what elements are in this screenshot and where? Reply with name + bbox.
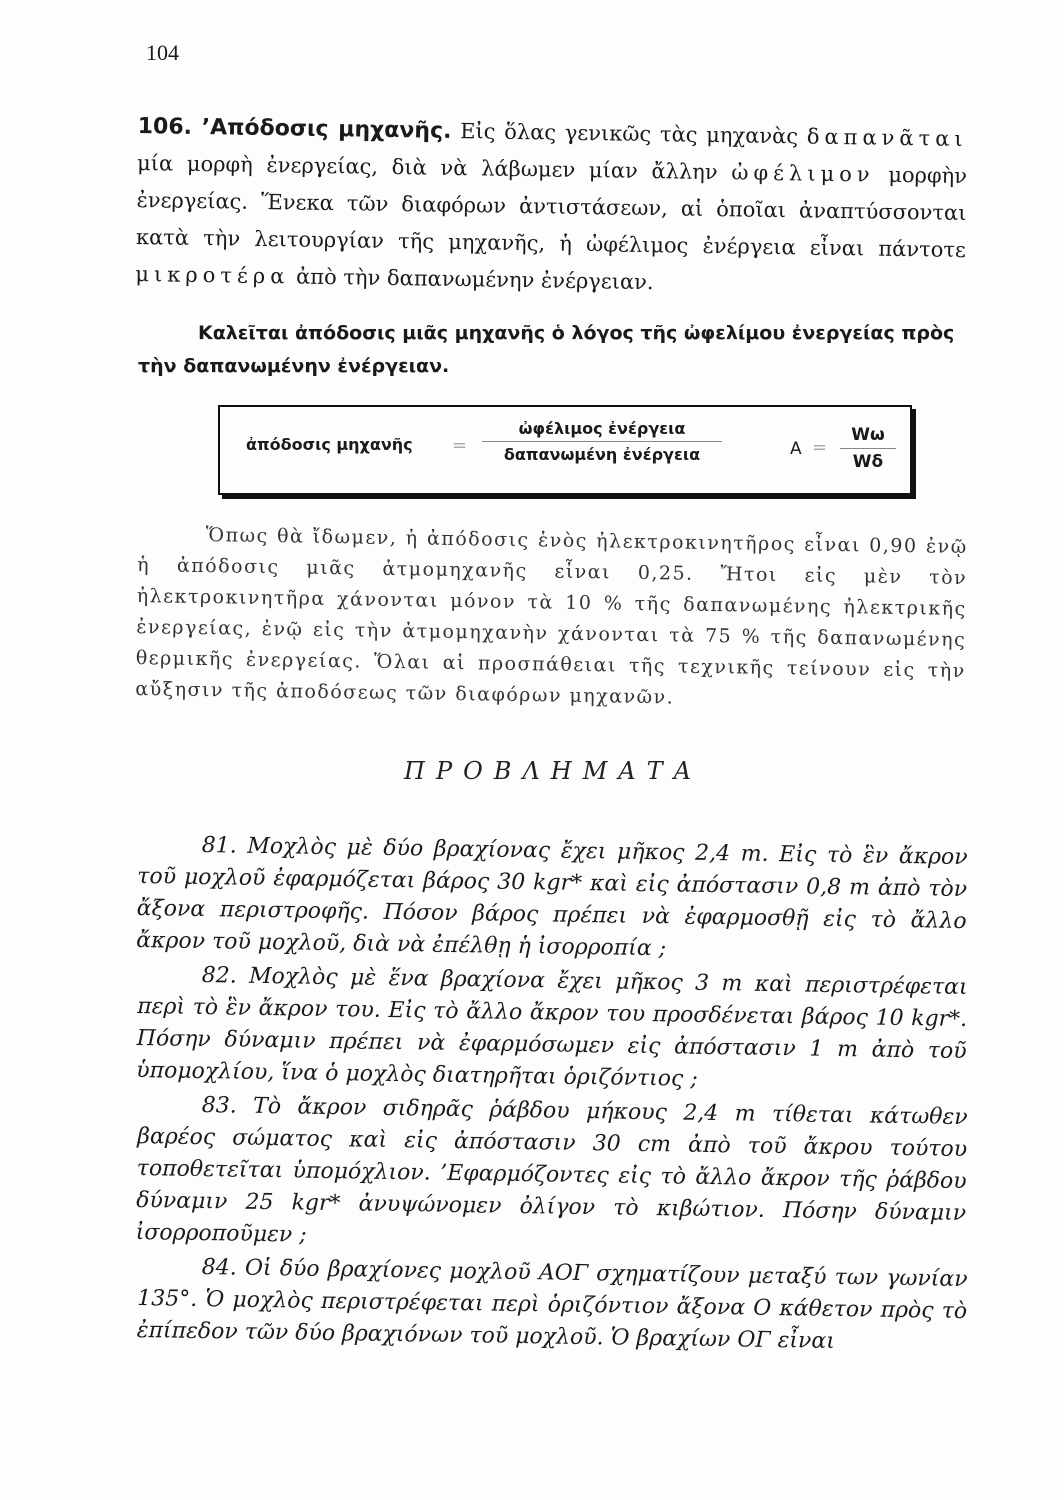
- emphasis-dapanatai: δαπανᾶται: [806, 124, 968, 152]
- problem-82: 82. Μοχλὸς μὲ ἕνα βραχίονα ἔχει μῆκος 3 m καὶ περιστρέφεται περὶ τὸ ἓν ἄκρον του. Εἰς τὸ ἄλλο ἄκρον του προσδένεται βάρος 10 kgr*. Πόσην δύναμιν πρέπει νὰ ἐφαρμόσωμεν εἰς ἀπόστασιν 1 m ἀπὸ τοῦ ὑπομοχλίου, ἵνα ὁ μοχλὸς διατηρῆται ὁριζόντιος ;: [136, 963, 968, 1092]
- efficiency-examples-paragraph: Ὅπως θὰ ἴδωμεν, ἡ ἀπόδοσις ἑνὸς ἠλεκτροκινητῆρος εἶναι 0,90 ἐνῷ ἡ ἀπόδοσις μιᾶς ἀτμομηχανῆς εἶναι 0,25. Ἤτοι εἰς μὲν τὸν ἠλεκτροκινητῆρα χάνονται μόνον τὰ 10 % τῆς δαπανωμένης ἠλεκτρικῆς ἐνεργείας, ἐνῷ εἰς τὴν ἀτμομηχανὴν χάνονται τὰ 75 % τῆς δαπανωμένης θερμικῆς ἐνεργείας. Ὅλαι αἱ προσπάθειαι τῆς τεχνικῆς τείνουν εἰς τὴν αὔξησιν τῆς ἀποδόσεως τῶν διαφόρων μηχανῶν.: [135, 524, 968, 709]
- formula-equals-1: =: [452, 435, 468, 456]
- formula-numerator: ὠφέλιμος ἐνέργεια: [518, 419, 686, 438]
- intro-text-g: ἀπὸ τὴν δαπανωμένην ἐνέργειαν.: [295, 264, 654, 295]
- page-number: 104: [146, 40, 179, 65]
- formula-word-fraction: [482, 419, 722, 464]
- intro-text-e: μορφὴν ἐνεργείας. Ἕνεκα τῶν διαφόρων ἀντιστάσεων, αἱ ὁποῖαι ἀναπτύσσονται κατὰ τὴν λειτουργίαν τῆς μηχανῆς, ἡ ὠφέλιμος ἐνέργεια εἶναι πάντοτε: [135, 162, 968, 263]
- formula-symbol-fraction: [840, 425, 896, 472]
- book-page: [135, 40, 968, 1354]
- formula-left-label: ἀπόδοσις μηχανῆς: [246, 435, 413, 454]
- emphasis-mikrotera: μικροτέρα: [135, 261, 290, 289]
- definition-paragraph: Καλεῖται ἀπόδοσις μιᾶς μηχανῆς ὁ λόγος τῆς ὠφελίμου ἐνεργείας πρὸς τὴν δαπανωμένην ἐνέργειαν.: [138, 322, 955, 377]
- formula-symbol-a: A: [790, 439, 802, 459]
- problems-list: [135, 829, 968, 1354]
- section-106: [135, 108, 968, 709]
- problem-83: 83. Τὸ ἄκρον σιδηρᾶς ῥάβδου μήκους 2,4 m τίθεται κάτωθεν βαρέος σώματος καὶ εἰς ἀπόστασιν 30 cm ἀπὸ τοῦ ἄκρου τούτου τοποθετεῖται ὑπομόχλιον. ’Εφαρμόζοντες εἰς τὸ ἄλλο ἄκρον τῆς ῥάβδου δύναμιν 25 kgr* ἀνυψώνομεν ὀλίγον τὸ κιβώτιον. Πόσην δύναμιν ἰσορροποῦμεν ;: [135, 1093, 968, 1248]
- efficiency-formula-box: [218, 405, 912, 495]
- problem-81: 81. Μοχλὸς μὲ δύο βραχίονας ἔχει μῆκος 2,4 m. Εἰς τὸ ἓν ἄκρον τοῦ μοχλοῦ ἐφαρμόζεται βάρος 30 kgr* καὶ εἰς ἀπόστασιν 0,8 m ἀπὸ τὸν ἄξονα περιστροφῆς. Πόσον βάρος πρέπει νὰ ἐφαρμοσθῇ εἰς τὸ ἄλλο ἄκρον τοῦ μοχλοῦ, διὰ νὰ ἐπέλθῃ ἡ ἰσορροπία ;: [136, 833, 968, 962]
- formula-sym-denominator: Wδ: [852, 452, 884, 472]
- intro-text-c: μία μορφὴ ἐνεργείας, διὰ νὰ λάβωμεν μίαν ἄλλην: [136, 150, 718, 185]
- formula-equals-2: =: [812, 437, 828, 458]
- emphasis-ofelimon: ὠφέλιμον: [731, 160, 875, 187]
- section-heading: 106. ’Απόδοσις μηχανῆς.: [137, 113, 452, 144]
- fraction-bar: [482, 441, 722, 442]
- problem-84: 84. Οἱ δύο βραχίονες μοχλοῦ ΑΟΓ σχηματίζουν μεταξύ των γωνίαν 135°. Ὁ μοχλὸς περιστρέφεται περὶ ὁριζόντιον ἄξονα Ο κάθετον πρὸς τὸ ἐπίπεδον τῶν δύο βραχιόνων τοῦ μοχλοῦ. Ὁ βραχίων ΟΓ εἶναι: [136, 1255, 968, 1354]
- formula-sym-numerator: Wω: [851, 425, 885, 445]
- formula-denominator: δαπανωμένη ἐνέργεια: [503, 445, 701, 464]
- fraction-bar-2: [840, 448, 896, 449]
- intro-paragraph: [135, 108, 968, 306]
- intro-text-a: Εἰς ὅλας γενικῶς τὰς μηχανὰς: [460, 119, 799, 149]
- problems-title: ΠΡΟΒΛΗΜΑΤΑ: [404, 757, 702, 785]
